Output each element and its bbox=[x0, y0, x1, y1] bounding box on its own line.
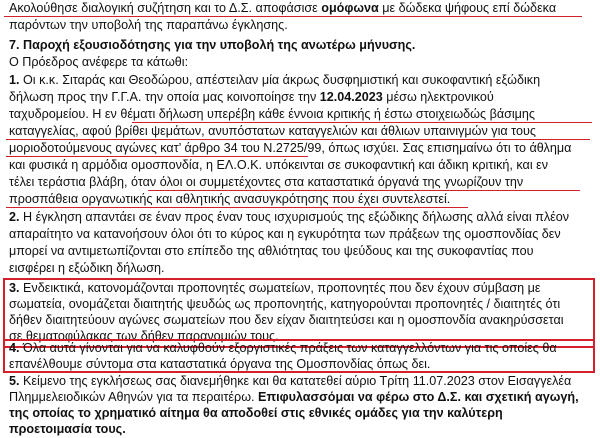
section-heading: 7. Παροχή εξουσιοδότησης για την υποβολή της ανωτέρω μήνυσης. bbox=[9, 38, 416, 52]
p2-line-2: απαραίτητο να κατανοήσουν όλοι ότι το κύρος και η εγκυρότητα των πράξεων της ομοσπονδίας δεν bbox=[9, 227, 561, 241]
p3-line-4: σε θεματοφύλακας των δήθεν παρανομιών τους. bbox=[9, 329, 279, 343]
p1-line-1: 1. Οι κ.κ. Σιταράς και Θεοδώρου, απέστειλαν μία άκρως δυσφημιστική και συκοφαντική εξώδικη bbox=[9, 73, 541, 87]
p3-line-1: 3. Ενδεικτικά, κατονομάζονται προπονητές σωματείων, προπονητές που δεν έχουν σύμβαση με bbox=[9, 281, 541, 295]
p4-line-2: επανέλθουμε σύντομα στα καταστατικά όργανα της Ομοσπονδίας όπως δει. bbox=[9, 357, 431, 371]
preface-line: Ο Πρόεδρος ανέφερε τα κάτωθι: bbox=[9, 55, 189, 69]
p1-line-3: ταχυδρομείου. Η εν θέματι δήλωση υπερέβη κάθε έννοια κριτικής ή έστω στοιχειωδώς βάσιμης bbox=[9, 107, 535, 121]
unanimous-word: ομόφωνα bbox=[321, 1, 379, 15]
p3-line-2: σωματεία, ονομάζεται διαιτητής ψευδώς ως προπονητής, κατηγορούνται προπονητές / διαιτητές ότι bbox=[9, 297, 561, 311]
date-highlight: 12.04.2023 bbox=[319, 90, 383, 104]
p5-line-2: Πλημμελειοδικών Αθηνών για τα περαιτέρω. Επιφυλασσόμαι να φέρω στο Δ.Σ. και σχετική αγωγή, bbox=[9, 390, 579, 404]
p5-line-3: της οποίας το χρηματικό αίτημα θα αποδοθεί στις εθνικές ομάδες για την καλύτερη bbox=[9, 406, 503, 420]
p2-line-4: εισφέρει η εξώδικη δήλωση. bbox=[9, 261, 165, 275]
intro-line-1: Ακολούθησε διαλογική συζήτηση και το Δ.Σ. αποφάσισε ομόφωνα με δώδεκα ψήφους επί δώδεκα bbox=[9, 1, 557, 15]
intro-line-2: παρόντων την υποβολή της παραπάνω έγκλησης. bbox=[9, 18, 288, 32]
p1-line-8: προσπάθεια οργανωτικής και αθλητικής ανασυγκρότησης που έχει συντελεστεί. bbox=[9, 192, 451, 206]
p5-line-4: προετοιμασία τους. bbox=[9, 422, 126, 436]
p1-line-2: δήλωση προς την Γ.Γ.Α. την οποία μας κοινοποίησε την 12.04.2023 μέσω ηλεκτρονικού bbox=[9, 90, 494, 104]
p1-line-4: καταγγελίας, αφού βρίθει ψεμάτων, ανυπόστατων καταγγελιών και άθλιων υπαινιγμών για τους bbox=[9, 124, 536, 138]
p1-line-5: μοριοδοτούμενους αγώνες κατ’ άρθρο 34 του Ν.2725/99, όπως ισχύει. Σας επισημαίνω ότι το άθλημα bbox=[9, 141, 572, 155]
p4-line-1: 4. Όλα αυτά γίνονται για να καλυφθούν εξοργιστικές πράξεις των καταγγελλόντων για τις οποίες θα bbox=[9, 341, 557, 355]
red-underline bbox=[6, 207, 468, 208]
p1-line-6: και φυσικά η αρμόδια ομοσπονδία, η ΕΛ.Ο.Κ. υπόκεινται σε συκοφαντική και άδικη κριτική, και εν bbox=[9, 158, 549, 172]
p2-line-3: μπορεί να αντιμετωπίζονται στο επίπεδο της αθλιότητας του ψεύδους και της συκοφαντίας που bbox=[9, 244, 534, 258]
p1-line-7: τέλει τεράστια βλάβη, όταν όλοι οι συμμετέχοντες στα καταστατικά όργανά της γνωρίζουν την bbox=[9, 175, 524, 189]
p2-line-1: 2. Η έγκληση απαντάει σε έναν προς έναν τους ισχυρισμούς της εξώδικης δήλωσης αλλά είναι πλέον bbox=[9, 210, 570, 224]
bold-statement: Επιφυλασσόμαι να φέρω στο Δ.Σ. και σχετική αγωγή, bbox=[258, 390, 579, 404]
p5-line-1: 5. Κείμενο της εγκλήσεως σας διανεμήθηκε και θα κατατεθεί αύριο Τρίτη 11.07.2023 στον Εισαγγελέα bbox=[9, 374, 572, 388]
p3-line-3: δήθεν διαιτητεύουν αγώνες σωματείων που δεν είχαν διαιτητεύσει και η ομοσπονδία ανακηρύσσεται bbox=[9, 313, 564, 327]
